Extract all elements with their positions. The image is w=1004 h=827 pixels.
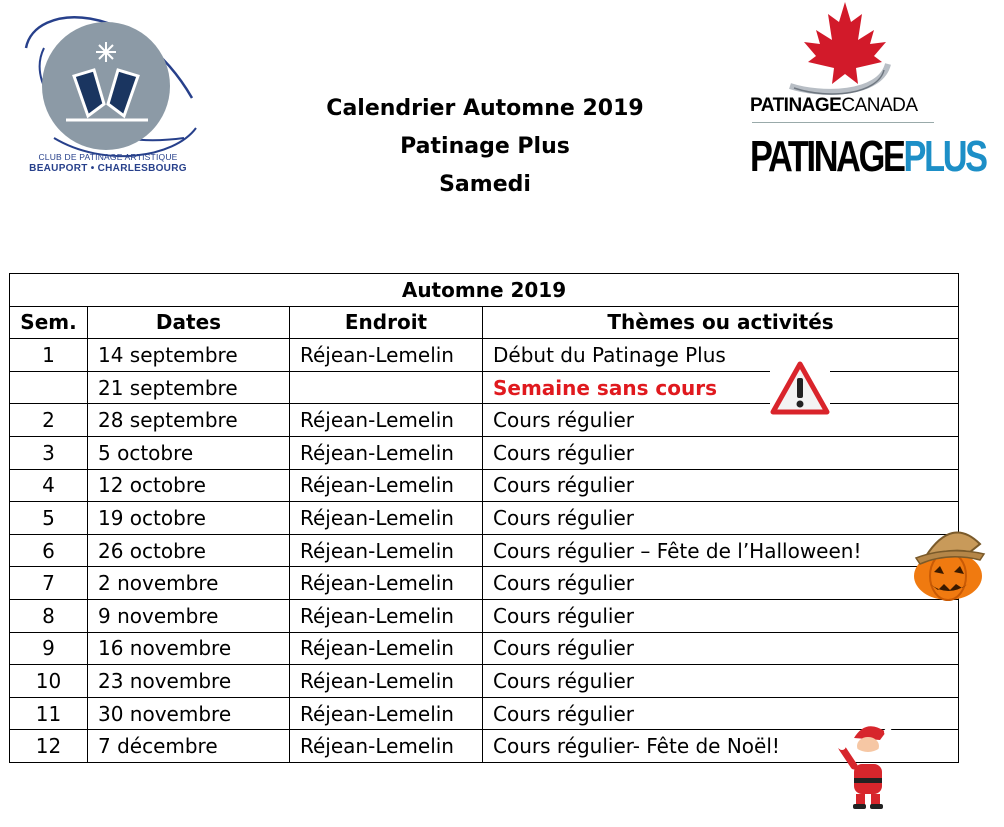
cell-sem: 11 xyxy=(10,697,88,730)
club-line2: BEAUPORT • CHARLESBOURG xyxy=(29,163,187,174)
patinage-canada-a: PATINAGE xyxy=(750,95,842,116)
table-caption: Automne 2019 xyxy=(10,274,959,307)
cell-theme: Cours régulier xyxy=(483,502,959,535)
cell-date: 5 octobre xyxy=(88,436,290,469)
table-row xyxy=(10,469,959,502)
table-caption-row xyxy=(10,274,959,307)
table-row xyxy=(10,567,959,600)
cell-theme: Cours régulier xyxy=(483,436,959,469)
cell-theme: Cours régulier- Fête de Noël! xyxy=(483,730,959,763)
cell-place: Réjean-Lemelin xyxy=(290,469,483,502)
table-row xyxy=(10,730,959,763)
cell-sem: 6 xyxy=(10,534,88,567)
cell-theme-no-class: Semaine sans cours xyxy=(483,371,959,404)
table-row xyxy=(10,665,959,698)
club-line1: CLUB DE PATINAGE ARTISTIQUE xyxy=(38,152,178,162)
snowflake-icon xyxy=(96,42,116,62)
cell-date: 2 novembre xyxy=(88,567,290,600)
cell-date: 21 septembre xyxy=(88,371,290,404)
cell-theme: Cours régulier – Fête de l’Halloween! xyxy=(483,534,959,567)
column-header-dates: Dates xyxy=(88,306,290,339)
cell-sem: 10 xyxy=(10,665,88,698)
cell-place: Réjean-Lemelin xyxy=(290,534,483,567)
cell-place: Réjean-Lemelin xyxy=(290,697,483,730)
table-row xyxy=(10,697,959,730)
table-row xyxy=(10,436,959,469)
cell-sem xyxy=(10,371,88,404)
cell-date: 28 septembre xyxy=(88,404,290,437)
cell-date: 19 octobre xyxy=(88,502,290,535)
patinage-plus-logo xyxy=(750,132,986,182)
column-header-sem: Sem. xyxy=(10,306,88,339)
cell-sem: 4 xyxy=(10,469,88,502)
cell-place: Réjean-Lemelin xyxy=(290,404,483,437)
cell-sem: 9 xyxy=(10,632,88,665)
cell-sem: 12 xyxy=(10,730,88,763)
table-row xyxy=(10,599,959,632)
table-row xyxy=(10,534,959,567)
cell-place: Réjean-Lemelin xyxy=(290,730,483,763)
cell-date: 16 novembre xyxy=(88,632,290,665)
cell-theme: Cours régulier xyxy=(483,697,959,730)
cell-theme: Cours régulier xyxy=(483,567,959,600)
warning-triangle-icon xyxy=(770,360,830,416)
cell-place: Réjean-Lemelin xyxy=(290,632,483,665)
cell-sem: 5 xyxy=(10,502,88,535)
cell-date: 30 novembre xyxy=(88,697,290,730)
cell-sem: 7 xyxy=(10,567,88,600)
cell-date: 26 octobre xyxy=(88,534,290,567)
cell-sem: 2 xyxy=(10,404,88,437)
table-row xyxy=(10,502,959,535)
cell-date: 7 décembre xyxy=(88,730,290,763)
cell-sem: 3 xyxy=(10,436,88,469)
cell-place: Réjean-Lemelin xyxy=(290,665,483,698)
cell-theme: Cours régulier xyxy=(483,665,959,698)
cell-theme: Cours régulier xyxy=(483,632,959,665)
cell-sem: 8 xyxy=(10,599,88,632)
cell-sem: 1 xyxy=(10,339,88,372)
page-title xyxy=(300,90,670,204)
cell-place: Réjean-Lemelin xyxy=(290,567,483,600)
table-row xyxy=(10,632,959,665)
column-header-themes: Thèmes ou activités xyxy=(483,306,959,339)
cell-place: Réjean-Lemelin xyxy=(290,339,483,372)
patinage-plus-b: PLUS xyxy=(903,132,986,181)
cell-theme: Cours régulier xyxy=(483,404,959,437)
cell-theme: Cours régulier xyxy=(483,599,959,632)
santa-icon xyxy=(836,718,898,810)
cell-date: 12 octobre xyxy=(88,469,290,502)
cell-date: 23 novembre xyxy=(88,665,290,698)
cell-place xyxy=(290,371,483,404)
cell-place: Réjean-Lemelin xyxy=(290,502,483,535)
pumpkin-icon xyxy=(908,522,990,602)
cell-date: 14 septembre xyxy=(88,339,290,372)
cell-place: Réjean-Lemelin xyxy=(290,436,483,469)
title-line-3: Samedi xyxy=(439,172,531,197)
column-header-endroit: Endroit xyxy=(290,306,483,339)
cell-date: 9 novembre xyxy=(88,599,290,632)
cell-theme: Cours régulier xyxy=(483,469,959,502)
title-line-2: Patinage Plus xyxy=(400,134,570,159)
patinage-plus-a: PATINAGE xyxy=(750,132,904,181)
table-header-row xyxy=(10,306,959,339)
club-name xyxy=(18,152,198,174)
title-line-1: Calendrier Automne 2019 xyxy=(326,96,644,121)
cell-place: Réjean-Lemelin xyxy=(290,599,483,632)
cell-theme: Début du Patinage Plus xyxy=(483,339,959,372)
patinage-canada-logo xyxy=(750,95,918,117)
logo-divider xyxy=(752,122,934,123)
patinage-canada-b: CANADA xyxy=(841,95,918,116)
calendar-table xyxy=(9,273,959,763)
